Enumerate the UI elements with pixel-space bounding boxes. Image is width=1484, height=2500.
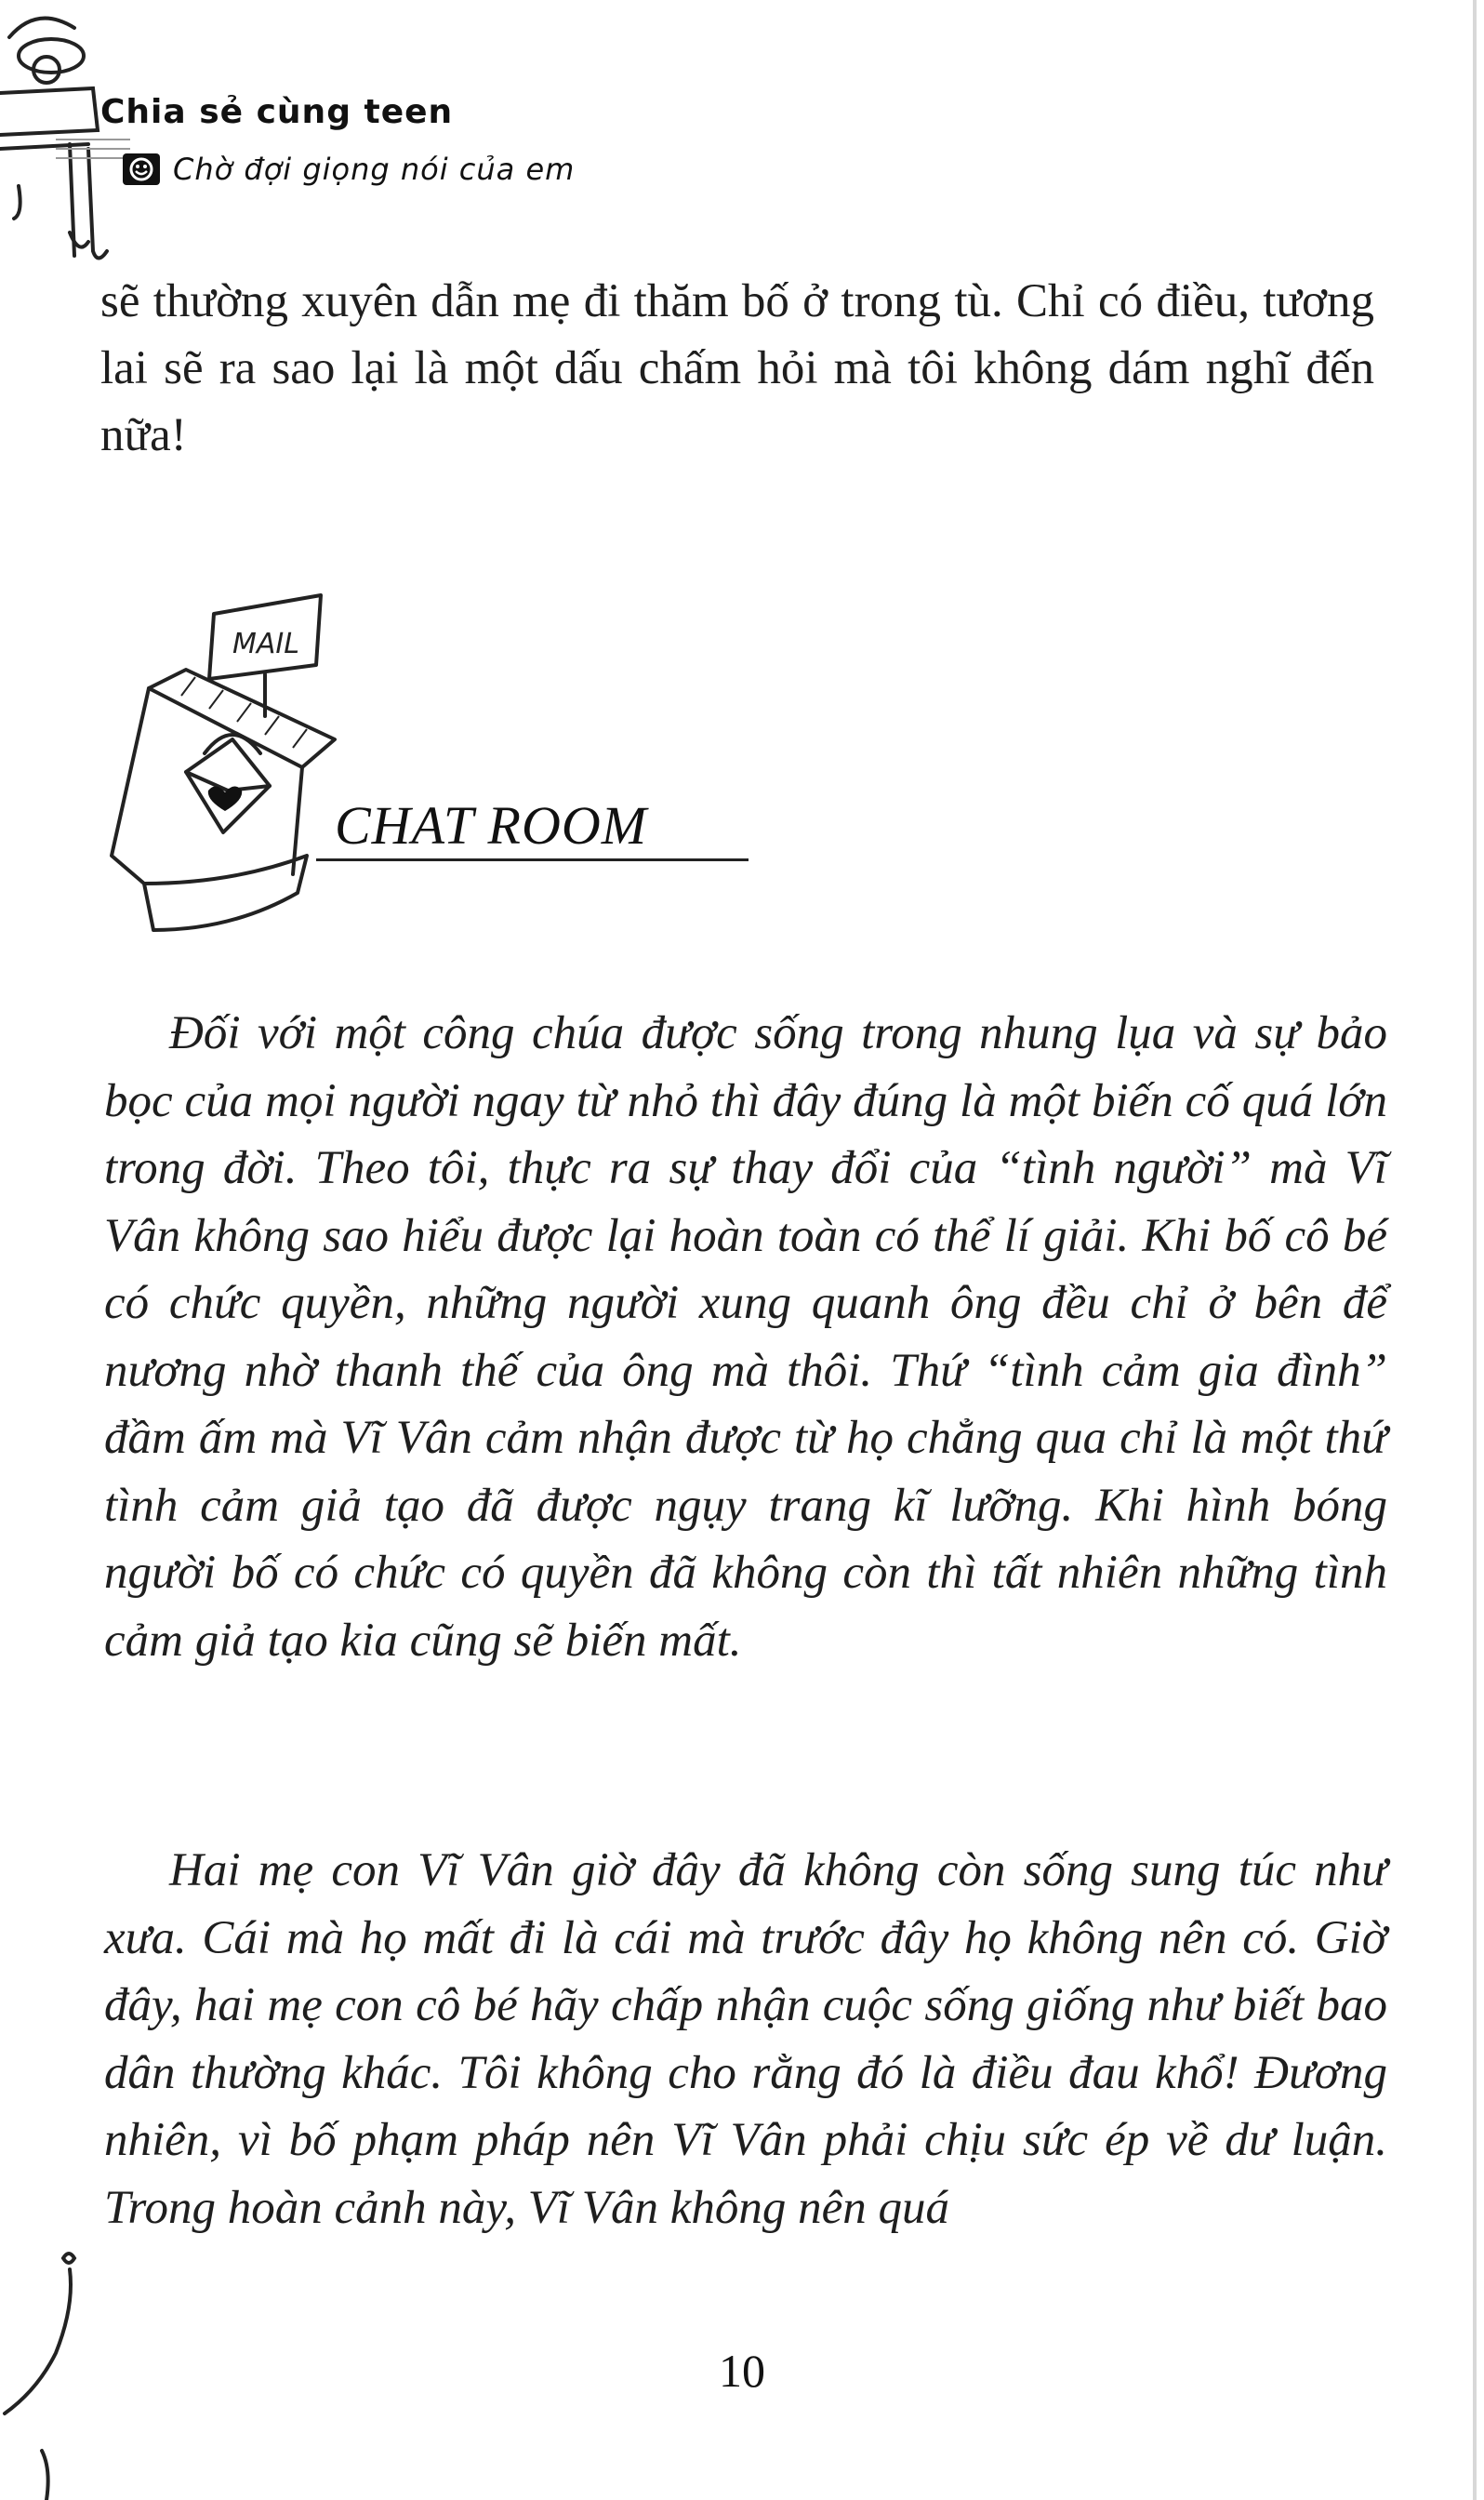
smiley-book-icon [123,153,160,185]
series-title: Chia sẻ cùng teen [100,93,454,131]
page-edge-shadow [1465,0,1484,2500]
book-title: Chờ đợi giọng nói của em [173,152,576,187]
mailbox-icon [93,577,353,949]
telephone-doodle-icon [0,0,130,270]
book-title-row [123,149,575,190]
body-paragraph-1: Đối với một công chúa được sống trong nhung lụa và sự bảo bọc của mọi người ngay từ nhỏ thì đây đúng là một biến cố quá lớn trong đời. Theo tôi, thực ra sự thay đổi của “tình người” mà Vĩ Vân không sao hiểu được lại hoàn toàn có thể lí giải. Khi bố cô bé có chức quyền, những người xung quanh ông đều chỉ ở bên để nương nhờ thanh thế của ông mà thôi. Thứ “tình cảm gia đình” đầm ấm mà Vĩ Vân cảm nhận được từ họ chẳng qua chỉ là một thứ tình cảm giả tạo đã được ngụy trang kĩ lưỡng. Khi hình bóng người bố có chức có quyền đã không còn thì tất nhiên những tình cảm giả tạo kia cũng sẽ biến mất. [104,1007,1387,1667]
body-paragraph-2: Hai mẹ con Vĩ Vân giờ đây đã không còn sống sung túc như xưa. Cái mà họ mất đi là cái mà trước đây họ không nên có. Giờ đây, hai mẹ con cô bé hãy chấp nhận cuộc sống giống như biết bao dân thường khác. Tôi không cho rằng đó là điều đau khổ! Đương nhiên, vì bố phạm pháp nên Vĩ Vân phải chịu sức ép về dư luận. Trong hoàn cảnh này, Vĩ Vân không nên quá [104,1844,1387,2234]
continued-paragraph: sẽ thường xuyên dẫn mẹ đi thăm bố ở trong tù. Chỉ có điều, tương lai sẽ ra sao lại là một dấu chấm hỏi mà tôi không dám nghĩ đến nữa! [100,275,1374,461]
page-number: 10 [719,2345,765,2397]
mailbox-sign: MAIL [232,628,299,660]
section-underline [316,858,749,861]
section-title: CHAT ROOM [335,795,648,856]
